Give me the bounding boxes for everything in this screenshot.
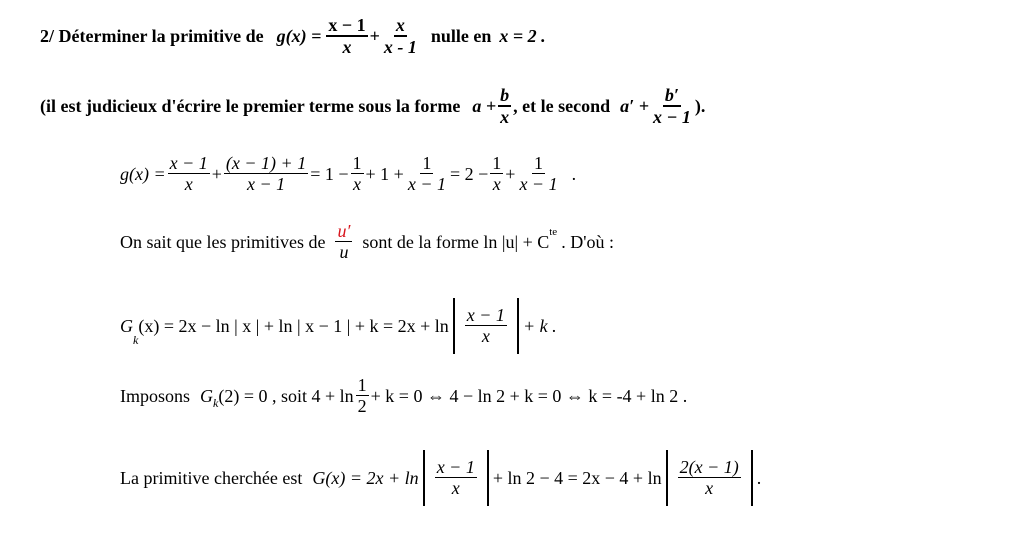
fraction-denominator: x [500,106,510,127]
answer-G: G(x) = 2x + ln [312,467,419,488]
period: . [756,467,762,488]
primitive-rule-line [120,222,614,263]
fraction-numerator: (x − 1) + 1 [225,153,307,173]
plus-sign: + [505,163,516,184]
hint-fraction-2 [651,86,693,128]
condition: x = 2 . [499,26,546,47]
fraction-denominator: x − 1 [407,173,446,194]
fraction [517,154,559,195]
rule-suffix: . D'où : [561,231,614,252]
hint-fraction-1 [498,86,511,128]
fraction-numerator: 2(x − 1) [679,456,739,477]
hint-a: a + [472,96,497,117]
fraction-denominator: 2 [357,395,367,416]
equals-expression: = 2 − [449,163,489,184]
absolute-value [666,450,753,506]
hint-suffix: ). [694,96,706,117]
fraction-denominator: x [353,173,362,194]
fraction-term-2 [382,16,419,58]
fraction-numerator: x [395,15,405,35]
fraction [678,458,741,499]
hint-prefix: (il est judicieux d'écrire le premier terme sous la forme [40,96,461,117]
equals-expression: = 1 − [310,163,349,184]
impose-condition-line [120,376,687,417]
fraction-numerator: x − 1 [436,456,475,477]
solve-k-expression: + k = 0 ⇔ 4 − ln 2 + k = 0 ⇔ k = -4 + ln 2 . [370,385,688,406]
plus-sign: + [211,163,222,184]
fraction-denominator: x [705,477,714,498]
impose-prefix: Imposons [120,385,191,406]
fraction-numerator: 1 [352,153,362,173]
fraction [435,458,477,499]
fraction-numerator: 1 [422,153,432,173]
G-symbol: G [120,315,133,336]
answer-middle: + ln 2 − 4 = 2x − 4 + ln [492,467,662,488]
plus-k: + k . [522,315,557,336]
function-label: g(x) = [276,26,322,47]
k-subscript: k [133,333,139,347]
fraction-denominator: x [451,477,460,498]
plus-sign: + [369,26,380,47]
fraction-numerator: b [500,85,510,105]
answer-prefix: La primitive cherchée est [120,467,303,488]
fraction [406,154,448,195]
general-expression: (x) = 2x − ln | x | + ln | x − 1 | + k = 2x + ln [138,315,449,336]
question-suffix: nulle en [430,26,492,47]
u-prime-over-u [335,222,352,263]
fraction-numerator: u′ [337,221,351,241]
fraction-denominator: x − 1 [246,173,286,194]
fraction-denominator: x [481,325,490,346]
fraction-numerator: x − 1 [169,153,208,173]
rule-prefix: On sait que les primitives de [120,231,326,252]
fraction-denominator: x − 1 [519,173,558,194]
fraction-denominator: u [339,241,349,262]
fraction-denominator: x [342,36,352,57]
fraction-numerator: 1 [357,375,367,395]
fraction-numerator: 1 [534,153,543,173]
fraction-denominator: x [184,173,193,194]
decomposition-line [120,154,576,195]
fraction-denominator: x - 1 [383,36,417,57]
fraction-numerator: 1 [492,153,502,173]
G-symbol: G [200,385,214,406]
fraction-denominator: x − 1 [652,106,691,127]
fraction-denominator: x [492,173,501,194]
fraction [168,154,210,195]
fraction [351,154,364,195]
fraction-one-half [356,376,369,417]
fraction-numerator: x − 1 [466,304,505,325]
impose-expression: (2) = 0 , soit 4 + ln [218,385,354,406]
fraction [490,154,503,195]
lhs: g(x) = [120,163,166,184]
final-answer-line [120,450,761,506]
fraction-numerator: b′ [664,85,679,105]
middle-expression: + 1 + [365,163,404,184]
hint-middle: , et le second [513,96,611,117]
period: . [571,163,577,184]
fraction [224,154,308,195]
question-prefix: 2/ Déterminer la primitive de [40,26,264,47]
absolute-value [423,450,489,506]
rule-middle: sont de la forme ln |u| + C [362,231,550,252]
absolute-value [453,298,519,354]
general-primitive-line [120,298,557,354]
fraction-numerator: x − 1 [328,15,366,35]
question-statement [40,16,546,58]
fraction [465,306,507,347]
hint-statement [40,86,705,128]
fraction-term-1 [326,16,367,58]
k-subscript: k [213,395,219,410]
constant-superscript: te [549,226,558,238]
hint-a-prime: a′ + [620,96,649,117]
